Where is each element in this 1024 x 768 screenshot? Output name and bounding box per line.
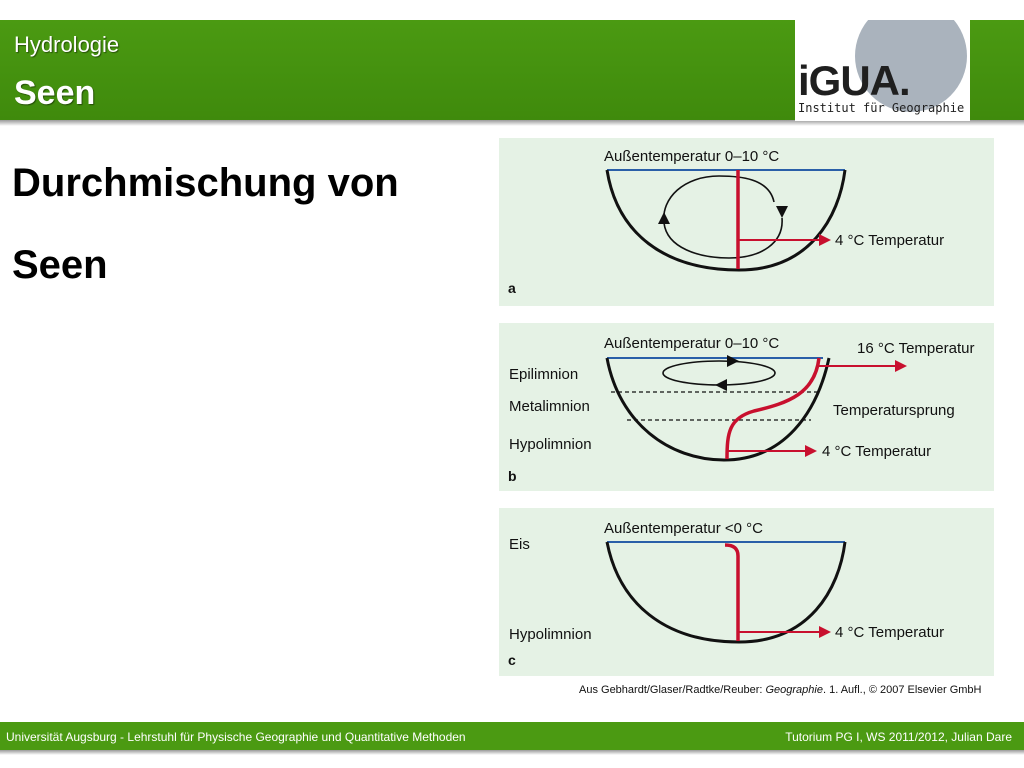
hypolimnion-label-b: Hypolimnion (509, 436, 592, 453)
slide-heading (12, 142, 482, 306)
temperature-profile-c (725, 545, 738, 641)
heading-line-1: Durchmischung von (12, 161, 399, 205)
figure-panel-b (499, 323, 994, 491)
hypolimnion-label-c: Hypolimnion (509, 626, 592, 643)
thermocline-label: Temperatursprung (833, 402, 955, 419)
arrowhead-bottom-b (715, 379, 727, 391)
figure-caption (579, 684, 982, 696)
bottom-temp-arrowhead-a (819, 234, 831, 246)
outside-temp-label-a: Außentemperatur 0–10 °C (604, 148, 780, 165)
figure-panel-c (499, 508, 994, 676)
lake-basin-a (607, 170, 845, 270)
page-title: Seen (14, 74, 96, 112)
surface-temp-arrowhead-b (895, 360, 907, 372)
outside-temp-label-b: Außentemperatur 0–10 °C (604, 335, 780, 352)
metalimnion-label: Metalimnion (509, 398, 590, 415)
arrowhead-right-a (776, 206, 788, 218)
ice-label: Eis (509, 536, 530, 553)
caption-book-title: Geographie (765, 684, 823, 696)
heading-line-2: Seen (12, 243, 108, 287)
arrowhead-top-b (727, 355, 739, 367)
epilimnion-circulation (663, 361, 775, 385)
footer-shadow (0, 750, 1024, 755)
panel-letter-b: b (508, 468, 517, 484)
panel-letter-a: a (508, 280, 516, 296)
arrowhead-left-a (658, 212, 670, 224)
temperature-profile-b (727, 358, 819, 459)
footer-course: Tutorium PG I, WS 2011/2012, Julian Dare (785, 730, 1012, 744)
bottom-temp-label-c: 4 °C Temperatur (835, 624, 945, 641)
bottom-temp-arrowhead-b (805, 445, 817, 457)
outside-temp-label-c: Außentemperatur <0 °C (604, 520, 763, 537)
bottom-temp-arrowhead-c (819, 626, 831, 638)
logo-subtitle: Institut für Geographie (798, 101, 965, 115)
surface-temp-label-b: 16 °C Temperatur (857, 340, 975, 357)
igua-logo (795, 20, 970, 121)
logo-text: iGUA. (798, 57, 910, 104)
caption-source: Aus Gebhardt/Glaser/Radtke/Reuber: (579, 684, 766, 696)
bottom-temp-label-a: 4 °C Temperatur (835, 232, 945, 249)
circulation-loop-a (664, 176, 782, 258)
panel-letter-c: c (508, 652, 516, 668)
bottom-temp-label-b: 4 °C Temperatur (822, 443, 932, 460)
lake-basin-c (607, 542, 845, 642)
caption-edition: . 1. Aufl., © 2007 Elsevier GmbH (822, 684, 982, 696)
footer-institution: Universität Augsburg - Lehrstuhl für Physische Geographie und Quantitative Methoden (6, 730, 466, 744)
lake-basin-b (607, 358, 829, 460)
figure-panel-a (499, 138, 994, 306)
epilimnion-label: Epilimnion (509, 366, 579, 383)
subject-label: Hydrologie (14, 32, 120, 57)
